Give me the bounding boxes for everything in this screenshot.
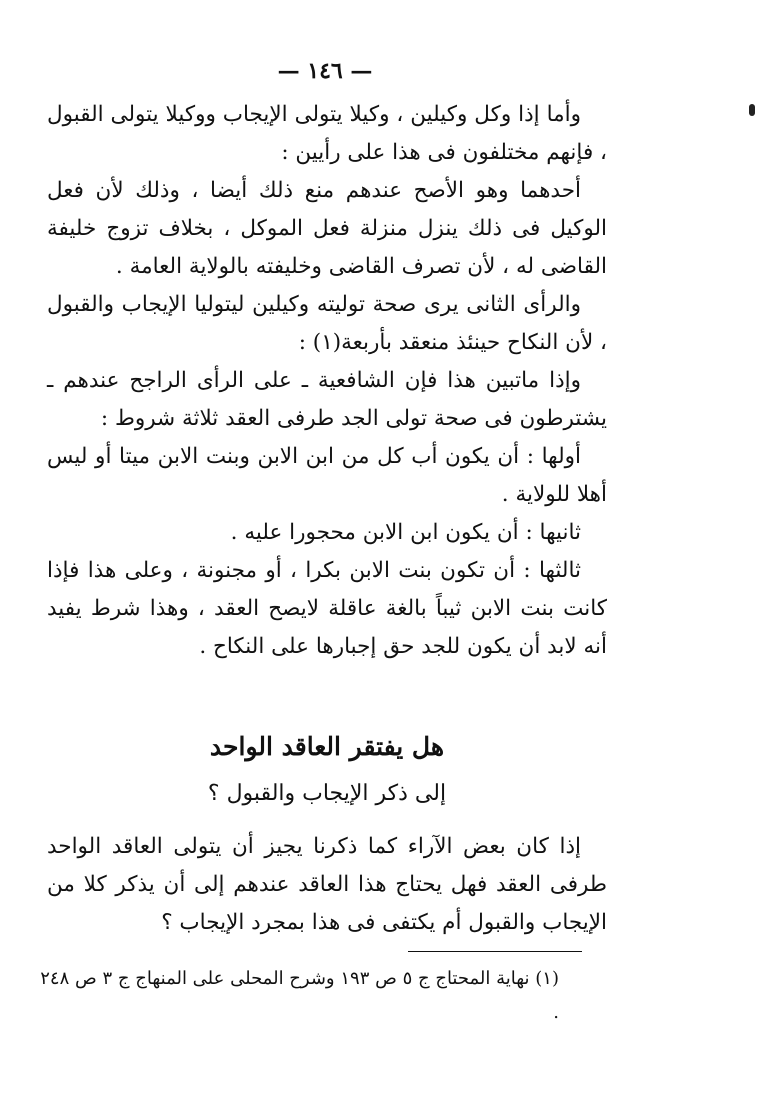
condition-second: ثانيها : أن يكون ابن الابن محجورا عليه . — [230, 520, 581, 545]
paragraph-second-opinion: والرأى الثانى يرى صحة توليته وكيلين ليتوليا الإيجاب والقبول ، لأن النكاح حينئذ منعقد بأربعة(١) : — [47, 292, 607, 355]
paragraph-first-opinion: أحدهما وهو الأصح عندهم منع ذلك أيضا ، وذلك لأن فعل الوكيل فى ذلك ينزل منزلة فعل الموكل ، بخلاف تزوج خليفة القاضى له ، لأن تصرف القاضى وخليفته بالولاية العامة . — [47, 178, 607, 279]
section-subheading: إلى ذكر الإيجاب والقبول ؟ — [207, 781, 447, 806]
page-number: — ١٤٦ — — [277, 58, 373, 84]
footnote-divider — [408, 951, 582, 952]
section-text-block — [47, 828, 607, 942]
condition-third: ثالثها : أن تكون بنت الابن بكرا ، أو مجنونة ، وعلى هذا فإذا كانت بنت الابن ثيباً بالغة عاقلة لايصح العقد ، وهذا شرط يفيد أنه لابد أن يكون للجد حق إجبارها على النكاح . — [47, 558, 607, 659]
paragraph-single-contractor: إذا كان بعض الآراء كما ذكرنا يجيز أن يتولى العاقد الواحد طرفى العقد فهل يحتاج هذا العاقد عندهم إلى أن يذكر كلا من الإيجاب والقبول أم يكتفى فى هذا بمجرد الإيجاب ؟ — [47, 834, 607, 935]
footnote: (١) نهاية المحتاج ج ٥ ص ١٩٣ وشرح المحلى على المنهاج ج ٣ ص ٢٤٨ . — [40, 968, 559, 1023]
main-text-block — [47, 96, 607, 666]
paragraph-shafii-conditions: وإذا ماتبين هذا فإن الشافعية ـ على الرأى الراجح عندهم ـ يشترطون فى صحة تولى الجد طرفى العقد ثلاثة شروط : — [47, 368, 607, 431]
paragraph-two-agents: وأما إذا وكل وكيلين ، وكيلا يتولى الإيجاب ووكيلا يتولى القبول ، فإنهم مختلفون فى هذا على رأيين : — [47, 102, 607, 165]
section-heading: هل يفتقر العاقد الواحد — [209, 732, 445, 761]
condition-first: أولها : أن يكون أب كل من ابن الابن وبنت الابن ميتا أو ليس أهلا للولاية . — [47, 444, 607, 507]
page-edge-mark — [749, 104, 755, 116]
